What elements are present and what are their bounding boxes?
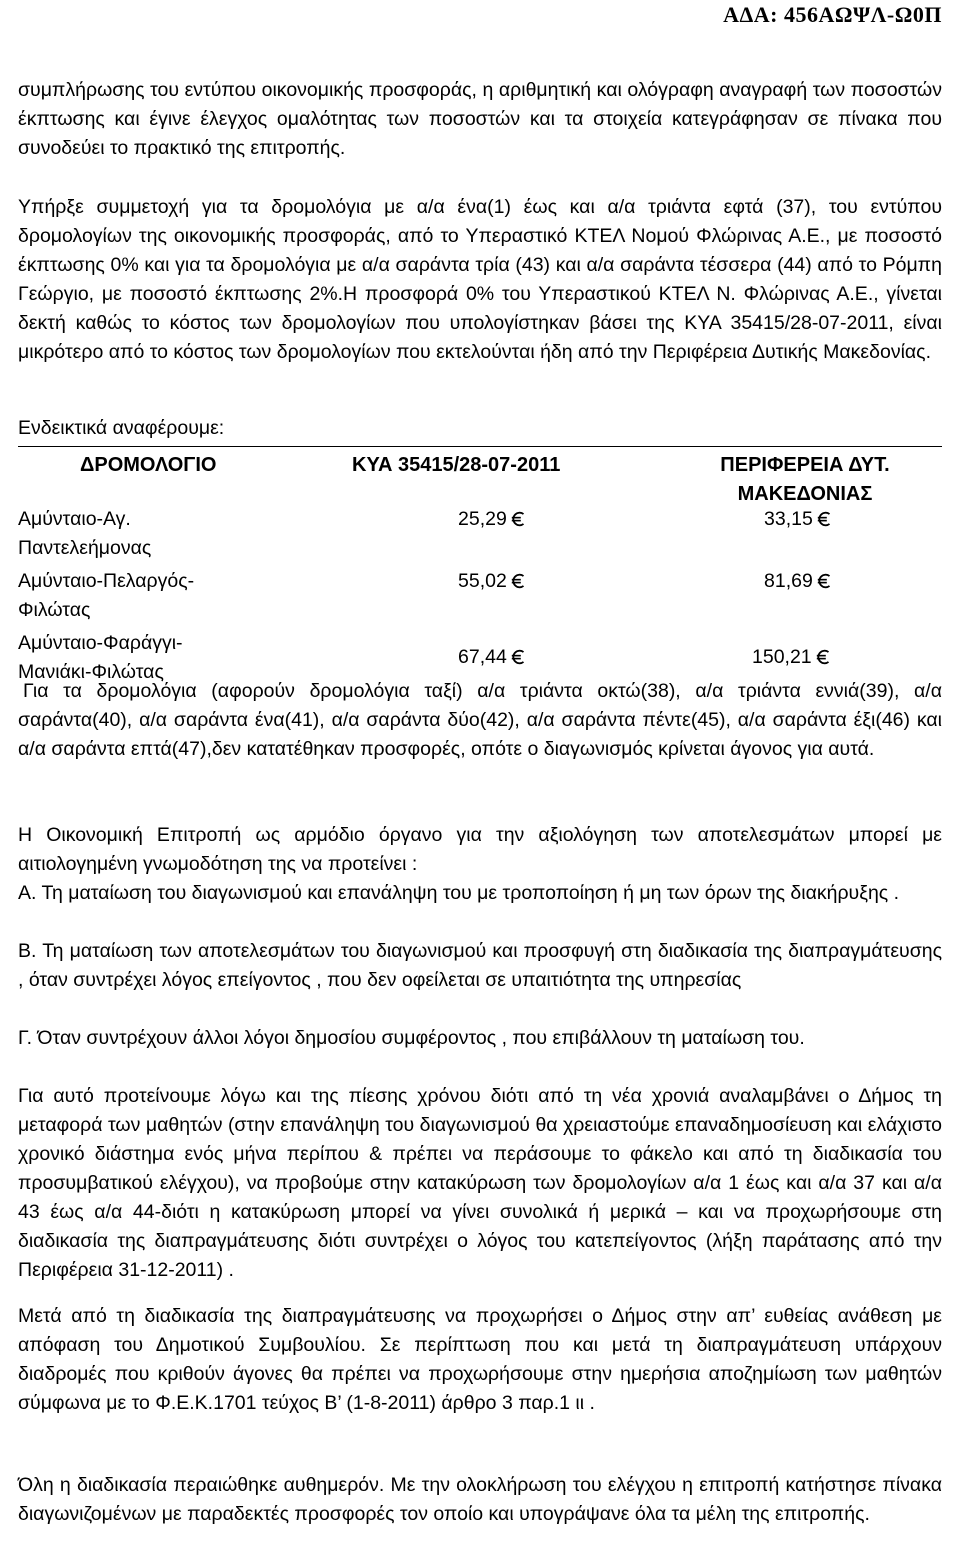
euro-icon xyxy=(816,510,834,528)
paragraph-indicative: Ενδεικτικά αναφέρουμε: xyxy=(18,417,225,439)
paragraph-proposal: Για αυτό προτείνουμε λόγω και της πίεσης χρόνου διότι από τη νέα χρονιά αναλαμβάνει ο Δήμος τη μεταφορά των μαθητών (στην επανάληψη του διαγωνισμού θα χρειαστούμε επαναδημοσίευση και ελάχιστο χρονικό διάστημα ενός μήνα περίπου & πρέπει να περάσουμε το φάκελο και από τη διαδικασία του προσυμβατικού ελέγχου), να προβούμε στην κατακύρωση των δρομολογίων α/α 1 έως και α/α 37 και α/α 43 έως α/α 44-διότι η κατακύρωση μπορεί να γίνει συνολικά ή μερικά – και να προχωρήσουμε στη διαδικασία της διαπραγμάτευσης διότι συντρέχει ο λόγος του κατεπείγοντος (λήξη παράτασης από την Περιφέρεια 31-12-2011) . xyxy=(18,1085,942,1281)
option-a: Α. Τη ματαίωση του διαγωνισμού και επανάληψη του με τροποποίηση ή μη των όρων της διακήρυξης . xyxy=(18,882,900,904)
paragraph-submission: συμπλήρωσης του εντύπου οικονομικής προσφοράς, η αριθμητική και ολόγραφη αναγραφή των ποσοστών έκπτωσης και έγινε έλεγχος ομαλότητας των ποσοστών και τα στοιχεία κατεγράφησαν σε πίνακα που συνοδεύει το πρακτικό της επιτροπής. xyxy=(18,79,942,159)
ada-header: ΑΔΑ: 456ΑΩΨΛ-Ω0Π xyxy=(723,2,942,27)
paragraph-conclusion: Όλη η διαδικασία περαιώθηκε αυθημερόν. Με την ολοκλήρωση του ελέγχου η επιτροπή κατήστησε πίνακα διαγωνιζομένων με παραδεκτές προσφορές τον οποίο και υπογράψανε όλα τα μέλη της επιτροπής. xyxy=(18,1474,942,1525)
cell-route: Αμύνταιο-Αγ. Παντελεήμονας xyxy=(18,508,152,559)
paragraph-taxi-routes: Για τα δρομολόγια (αφορούν δρομολόγια ταξί) α/α τριάντα οκτώ(38), α/α τριάντα εννιά(39), α/α σαράντα(40), α/α σαράντα ένα(41), α/α σαράντα δύο(42), α/α σαράντα πέντε(45), α/α σαράντα έξι(46) και α/α σαράντα επτά(47),δεν κατατέθηκαν προσφορές, οπότε ο διαγωνισμός κρίνεται άγονος για αυτά. xyxy=(18,680,942,760)
header-kya: ΚΥΑ 35415/28-07-2011 xyxy=(352,454,561,476)
paragraph-participation: Υπήρξε συμμετοχή για τα δρομολόγια με α/α ένα(1) έως και α/α τριάντα εφτά (37), του εντύπου δρομολογίων της οικονομικής προσφοράς, από το Υπεραστικό ΚΤΕΛ Νομού Φλώρινας Α.Ε., με ποσοστό έκπτωσης 0% και για τα δρομολόγια με α/α σαράντα τρία (43) και α/α σαράντα τέσσερα (44) από το Ρόμπη Γεώργιο, με ποσοστό έκπτωσης 2%.Η προσφορά 0% του Υπεραστικού ΚΤΕΛ Ν. Φλώρινας Α.Ε., γίνεται δεκτή καθώς το κόστος των δρομολογίων που υπολογίστηκαν βάσει της ΚΥΑ 35415/28-07-2011, είναι μικρότερο από το κόστος των δρομολογίων που εκτελούνται ήδη από την Περιφέρεια Δυτικής Μακεδονίας. xyxy=(18,196,942,363)
paragraph-committee: Η Οικονομική Επιτροπή ως αρμόδιο όργανο για την αξιολόγηση των αποτελεσμάτων μπορεί με αιτιολογημένη γνωμοδότηση της να προτείνει : xyxy=(18,824,942,875)
euro-icon xyxy=(510,572,528,590)
header-region: ΠΕΡΙΦΕΡΕΙΑ ΔΥΤ. ΜΑΚΕΔΟΝΙΑΣ xyxy=(720,454,890,505)
cell-route: Αμύνταιο-Πελαργός-Φιλώτας xyxy=(18,570,195,621)
cell-region: 33,15 xyxy=(764,505,834,534)
paragraph-negotiation: Μετά από τη διαδικασία της διαπραγμάτευσης να προχωρήσει ο Δήμος στην απ’ ευθείας ανάθεση με απόφαση του Δημοτικού Συμβουλίου. Σε περίπτωση που και μετά τη διαπραγμάτευση υπάρχουν διαδρομές που κριθούν άγονες θα πρέπει να προχωρήσουμε στην ημερήσια αποζημίωση των μαθητών σύμφωνα με το Φ.Ε.Κ.1701 τεύχος Β’ (1-8-2011) άρθρο 3 παρ.1 ιι . xyxy=(18,1305,942,1414)
euro-icon xyxy=(510,510,528,528)
table-row xyxy=(18,505,942,567)
table-header-row xyxy=(18,447,942,505)
cell-route: Αμύνταιο-Φαράγγι-Μανιάκι-Φιλώτας xyxy=(18,632,183,683)
option-b: Β. Τη ματαίωση των αποτελεσμάτων του διαγωνισμού και προσφυγή στη διαδικασία της διαπραγμάτευσης , όταν συντρέχει λόγος επείγοντος , που δεν οφείλεται σε υπαιτιότητα της υπηρεσίας xyxy=(18,940,942,991)
cost-comparison-table xyxy=(18,446,942,691)
cell-kya: 67,44 xyxy=(458,643,528,672)
cell-region: 81,69 xyxy=(764,567,834,596)
euro-icon xyxy=(816,572,834,590)
cell-region: 150,21 xyxy=(752,643,833,672)
option-c: Γ. Όταν συντρέχουν άλλοι λόγοι δημοσίου συμφέροντος , που επιβάλλουν τη ματαίωση του. xyxy=(18,1027,805,1049)
cell-kya: 55,02 xyxy=(458,567,528,596)
cell-kya: 25,29 xyxy=(458,505,528,534)
table-row xyxy=(18,567,942,629)
euro-icon xyxy=(510,648,528,666)
header-route: ΔΡΟΜΟΛΟΓΙΟ xyxy=(80,454,217,476)
euro-icon xyxy=(815,648,833,666)
